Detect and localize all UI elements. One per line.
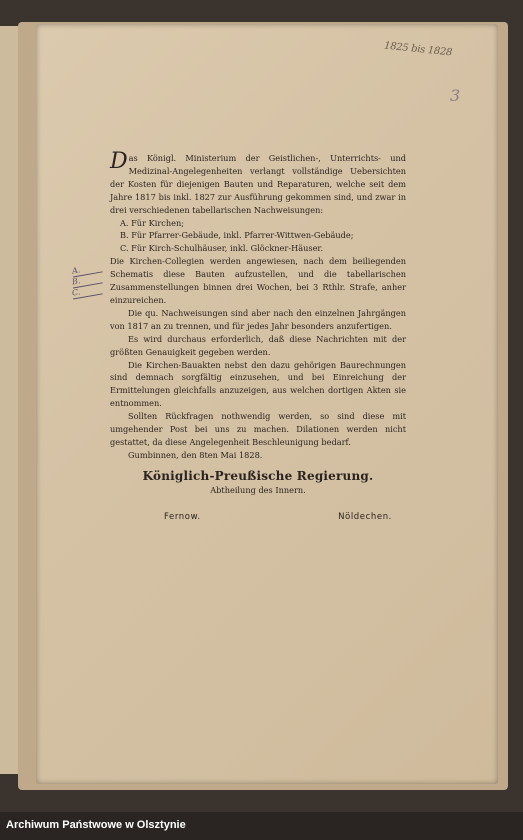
list-item: B. Für Pfarrer-Gebäude, inkl. Pfarrer-Wittwen-Gebäude; — [120, 230, 354, 241]
intro-paragraph — [110, 149, 406, 217]
page-number: 3 — [450, 86, 461, 105]
list-item: A. Für Kirchen; — [120, 217, 184, 228]
signature-right: Nöldechen. — [338, 511, 392, 522]
paragraph-building-files: Die Kirchen-Bauakten nebst den dazu gehörigen Baurechnungen sind demnach sorgfältig einzusehen, und bei Einreichung der Ermittelungen gleichfalls anzuzeigen, aus welchen dortigen Akten sie entnommen. — [110, 359, 406, 409]
margin-mark-b: B. — [71, 272, 102, 288]
signatures — [110, 511, 406, 524]
intro-text: as Königl. Ministerium der Geistlichen-, Unterrichts- und Medizinal-Angelegenheiten verlangt vollständige Uebersichten der Kosten für diejenigen Bauten und Reparaturen, welche seit dem Jahre 1817 bis inkl. 1827 zur Ausführung gekommen sind, und zwar in drei verschiedenen tabellarischen Nachweisungen: — [110, 153, 406, 215]
date-line: Gumbinnen, den 8ten Mai 1828. — [128, 449, 263, 460]
paragraph-instructions: Die Kirchen-Collegien werden angewiesen, nach dem beiliegenden Schematis diese Bauten aufzustellen, und die tabellarischen Zusammenstellungen binnen drei Wochen, bei 3 Rthlr. Strafe, anher einzureichen. — [110, 256, 406, 305]
document-text — [110, 149, 406, 524]
margin-mark-c: C. — [71, 283, 102, 299]
paragraph-inquiries: Sollten Rückfragen nothwendig werden, so sind diese mit umgehender Post bei uns zu machen. Dilationen werden nicht gestattet, da diese Angelegenheit Beschleunigung bedarf. — [110, 411, 406, 447]
margin-marks — [72, 264, 102, 297]
list-item: C. Für Kirch-Schulhäuser, inkl. Glöckner-Häuser. — [120, 243, 324, 254]
paragraph-years: Die qu. Nachweisungen sind aber nach den einzelnen Jahrgängen von 1817 an zu trennen, und für jedes Jahr besonders anzufertigen. — [110, 307, 406, 331]
handwritten-note: 1825 bis 1828 — [383, 40, 453, 59]
issuing-authority: Königlich-Preußische Regierung. — [142, 468, 374, 483]
signature-left: Fernow. — [164, 511, 201, 522]
archive-label: Archiwum Państwowe w Olsztynie — [6, 819, 186, 831]
dropcap: D — [110, 149, 128, 174]
department: Abtheilung des Innern. — [210, 484, 306, 495]
paragraph-accuracy: Es wird durchaus erforderlich, daß diese Nachrichten mit der größten Genauigkeit gegeben werden. — [110, 333, 406, 357]
margin-mark-a: A. — [71, 261, 102, 277]
building-list — [110, 217, 406, 256]
archive-footer — [0, 812, 523, 840]
